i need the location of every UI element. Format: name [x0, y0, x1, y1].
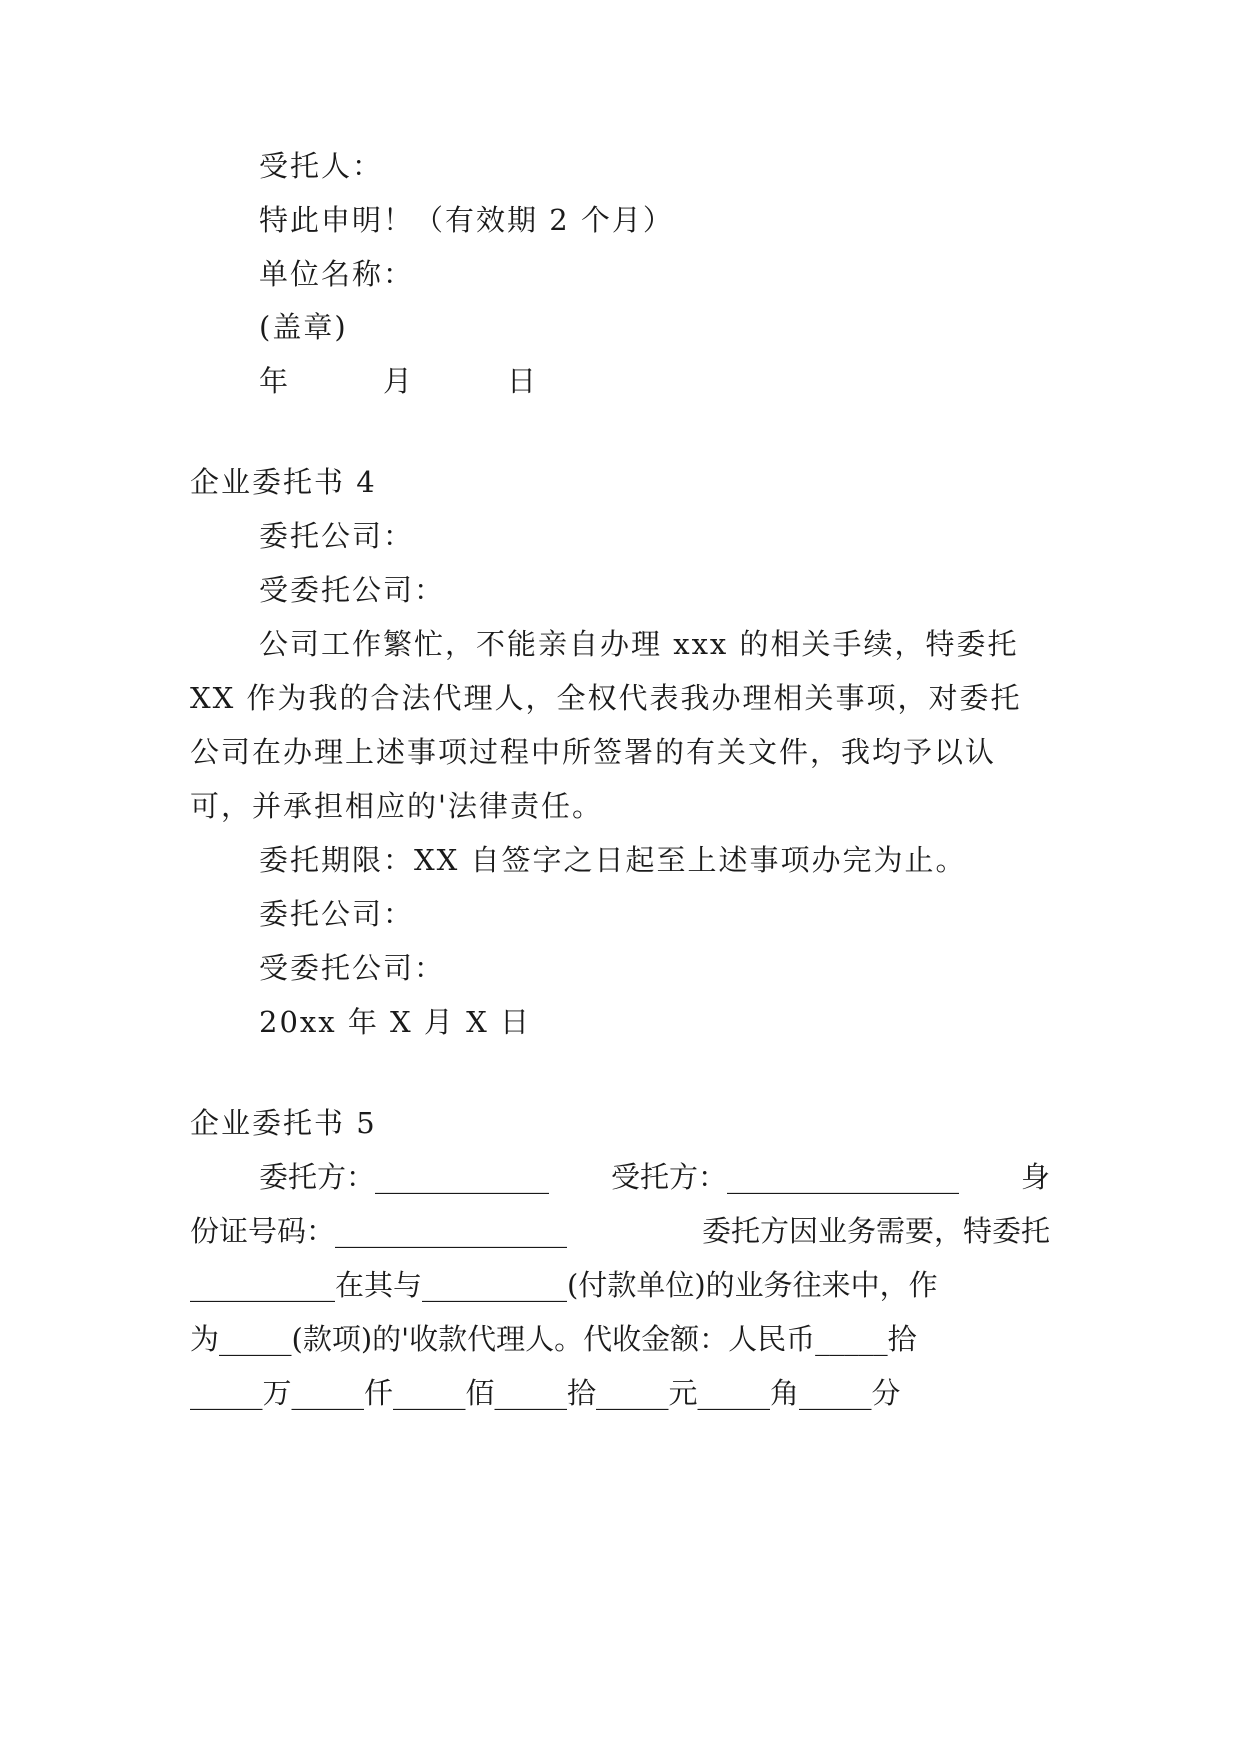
principal-label: 委托公司： — [259, 519, 415, 553]
line-fragment: 委托方因业务需要，特委托 — [701, 1214, 1050, 1248]
id-number-field: 份证号码：________________ — [190, 1214, 568, 1248]
trustee-label: 受托人： — [259, 149, 384, 183]
line-fragment: __________在其与__________(付款单位)的业务往来中，作 — [190, 1268, 938, 1302]
body-line-4: 可，并承担相应的'法律责任。 — [190, 789, 603, 823]
agent-label: 受委托公司： — [259, 573, 446, 607]
section-4-title: 企业委托书 4 — [190, 465, 377, 499]
line-fragment: 身 — [1020, 1160, 1050, 1194]
body-line-2: XX 作为我的合法代理人，全权代表我办理相关事项，对委托 — [190, 681, 1022, 715]
agent-sign-label: 受委托公司： — [259, 951, 446, 985]
line-fragment: 为_____(款项)的'收款代理人。代收金额：人民币_____拾 — [190, 1322, 917, 1356]
body-line-1: 公司工作繁忙，不能亲自办理 xxx 的相关手续，特委托 — [259, 627, 1019, 661]
date-line: 年 月 日 — [259, 364, 539, 398]
declaration-text: 特此申明！（有效期 2 个月） — [259, 203, 674, 237]
trustee-field: 受托方：________________ — [610, 1160, 959, 1194]
s5-body-line-1 — [259, 1157, 1050, 1197]
seal-text: (盖章) — [259, 310, 348, 344]
unit-name-label: 单位名称： — [259, 257, 415, 291]
principal-field: 委托方：____________ — [259, 1160, 550, 1194]
s5-body-line-5 — [190, 1373, 1050, 1413]
principal-sign-label: 委托公司： — [259, 897, 415, 931]
body-line-3: 公司在办理上述事项过程中所签署的有关文件，我均予以认 — [190, 735, 997, 769]
s5-body-line-4 — [190, 1319, 1050, 1359]
amount-fields: _____万_____仟_____佰_____拾_____元_____角_____分 — [190, 1376, 901, 1410]
section-4-date: 20xx 年 X 月 X 日 — [259, 1005, 531, 1039]
s5-body-line-2 — [190, 1211, 1050, 1251]
section-5-title: 企业委托书 5 — [190, 1106, 377, 1140]
term-text: 委托期限：XX 自签字之日起至上述事项办完为止。 — [259, 843, 967, 877]
s5-body-line-3 — [190, 1265, 1050, 1305]
